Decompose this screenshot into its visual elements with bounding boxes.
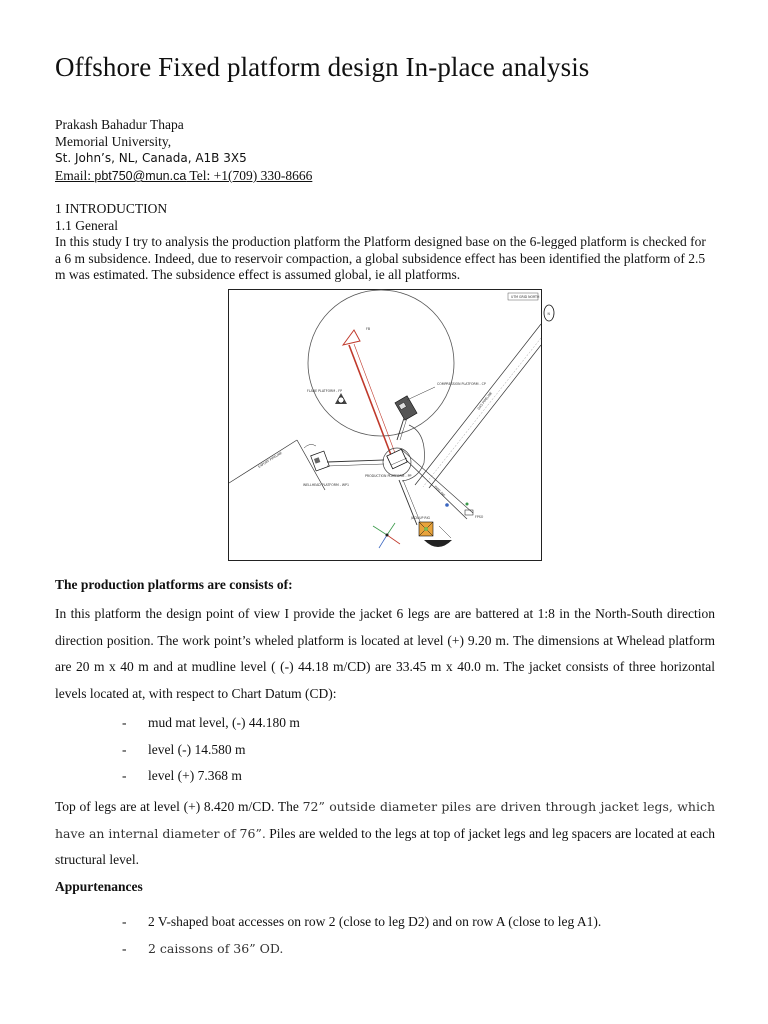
jack-up-rig bbox=[410, 516, 433, 536]
list-dash: - bbox=[122, 741, 127, 757]
wellhead-platform bbox=[303, 444, 384, 487]
list-dash: - bbox=[122, 768, 127, 783]
grid-north-label: UTM GRID NORTH bbox=[511, 295, 540, 299]
list-item-text: level (-) 14.580 m bbox=[148, 741, 246, 757]
legs-text-part3: Piles are welded to the legs at top of jacket legs and leg spacers are located at each structural level. bbox=[55, 825, 715, 867]
author-name: Prakash Bahadur Thapa bbox=[55, 117, 184, 132]
list-item bbox=[122, 737, 300, 764]
design-paragraph: In this platform the design point of view I provide the jacket 6 legs are are battered at 1:8 in the North-South direction direction position. The work point’s wheled platform is located at level (+) 9.20 m. The dimensions at Whelead platform are 20 m x 40 m and at mudline level ( (-) 44.18 m/CD) are 33.45 m x 40.0 m. The jacket consists of three horizontal levels located at, with respect to Chart Datum (CD): bbox=[55, 606, 715, 701]
legs-text-part1: Top of legs are at level (+) 8.420 m/CD. The bbox=[55, 799, 303, 814]
list-item bbox=[122, 909, 601, 936]
telephone: Tel: +1(709) 330-8666 bbox=[186, 168, 313, 183]
subsection-heading: 1.1 General bbox=[55, 217, 118, 233]
flare-platform-label: FLARE PLATFORM - FP bbox=[307, 389, 342, 393]
flare-platform bbox=[307, 389, 347, 404]
section-heading: 1 INTRODUCTION bbox=[55, 201, 168, 216]
north-label: N bbox=[547, 312, 550, 316]
pipeline-label-c: PIPELINE bbox=[433, 484, 446, 498]
author-affiliation: Memorial University, bbox=[55, 134, 172, 149]
pipeline-label-b: GAS PIPELINE bbox=[476, 391, 494, 411]
list-dash: - bbox=[122, 940, 127, 956]
safety-zone-circle bbox=[308, 290, 454, 436]
platform-layout-drawing bbox=[229, 290, 550, 560]
document-title: Offshore Fixed platform design In-place analysis bbox=[55, 52, 590, 82]
list-item-text: level (+) 7.368 m bbox=[148, 768, 242, 783]
anchor-spread bbox=[373, 523, 400, 548]
list-dash: - bbox=[122, 914, 127, 929]
fpso-label: FPSO bbox=[475, 515, 484, 519]
compression-platform-label: COMPRESSION PLATFORM - CP bbox=[437, 382, 486, 386]
production-platform-label: PRODUCTION PLATFORM - PP bbox=[365, 474, 412, 478]
contact-line bbox=[55, 167, 312, 185]
legs-text-part2: 72” outside diameter piles are driven through jacket legs, which have an internal diameter of 76”. bbox=[55, 799, 715, 841]
platform-layout-figure bbox=[228, 289, 550, 561]
author-block bbox=[55, 116, 312, 185]
wellhead-platform-label: WELLHEAD PLATFORM - WP1 bbox=[303, 483, 350, 487]
list-item-text: mud mat level, (-) 44.180 m bbox=[148, 715, 300, 730]
flare-boom-label: FB bbox=[366, 327, 371, 331]
list-item bbox=[122, 710, 300, 737]
consists-heading: The production platforms are consists of: bbox=[55, 577, 293, 592]
levels-list bbox=[122, 710, 300, 790]
email-link[interactable]: pbt750@mun.ca bbox=[94, 169, 187, 183]
email-label: Email: bbox=[55, 168, 95, 183]
north-arrow-icon bbox=[544, 305, 554, 321]
jack-up-label: JACK-UP RIG bbox=[411, 516, 431, 520]
appurtenances-heading: Appurtenances bbox=[55, 879, 143, 894]
compression-platform bbox=[395, 382, 486, 420]
list-dash: - bbox=[122, 715, 127, 730]
list-item bbox=[122, 763, 300, 790]
appurtenances-list bbox=[122, 909, 601, 962]
intro-paragraph: In this study I try to analysis the production platform the Platform designed base on the 6-legged platform is checked for a 6 m subsidence. Indeed, due to reservoir compaction, a global subsidence effect has been identified the platform of 2.5 m was estimated. The subsidence effect is assumed global, ie all platforms. bbox=[55, 234, 706, 282]
list-item-text: 2 caissons of 36” OD. bbox=[148, 940, 284, 956]
legs-paragraph bbox=[55, 794, 715, 874]
pipeline-label-a: EXPORT PIPELINE bbox=[257, 450, 283, 469]
list-item bbox=[122, 936, 601, 963]
list-item-text: 2 V-shaped boat accesses on row 2 (close to leg D2) and on row A (close to leg A1). bbox=[148, 914, 602, 929]
author-address: St. John’s, NL, Canada, A1B 3X5 bbox=[55, 151, 247, 165]
introduction-section bbox=[55, 201, 715, 284]
